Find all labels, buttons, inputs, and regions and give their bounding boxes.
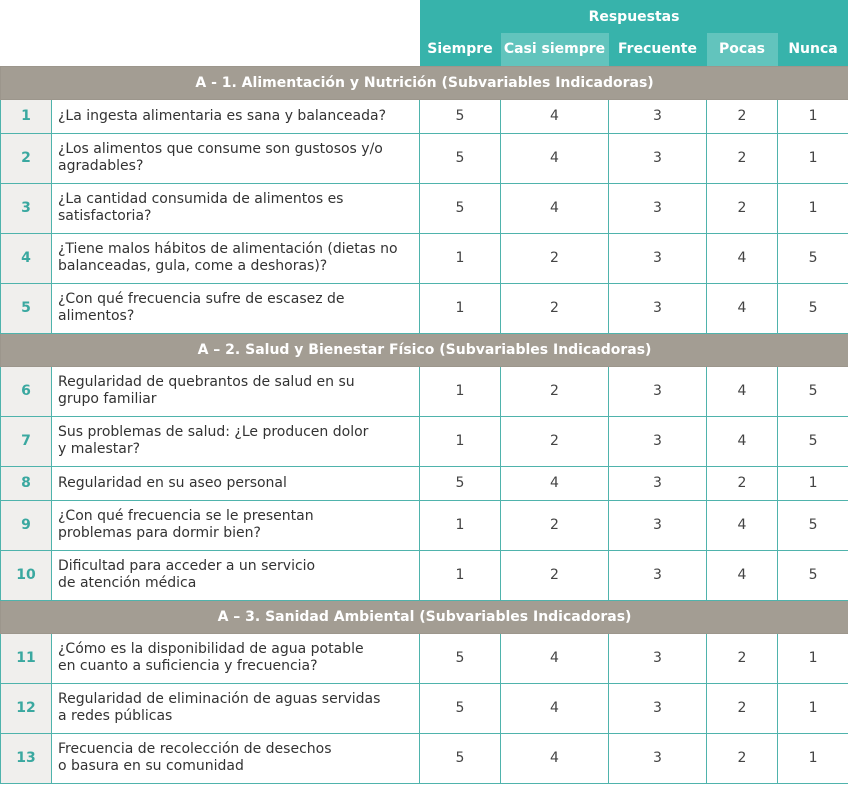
score-nunca: 5	[778, 416, 848, 466]
score-siempre: 1	[420, 366, 501, 416]
question-line: ¿La ingesta alimentaria es sana y balanceada?	[58, 107, 387, 124]
score-pocas: 2	[707, 183, 778, 233]
score-pocas: 2	[707, 133, 778, 183]
row-number: 7	[1, 416, 52, 466]
score-nunca: 1	[778, 183, 848, 233]
score-siempre: 1	[420, 283, 501, 333]
score-casi-siempre: 4	[501, 683, 609, 733]
question-text	[52, 550, 420, 600]
score-frecuente: 3	[609, 133, 707, 183]
question-text	[52, 466, 420, 500]
score-frecuente: 3	[609, 466, 707, 500]
score-frecuente: 3	[609, 550, 707, 600]
row-number: 11	[1, 633, 52, 683]
question-text	[52, 500, 420, 550]
score-frecuente: 3	[609, 99, 707, 133]
row-number: 5	[1, 283, 52, 333]
score-pocas: 4	[707, 416, 778, 466]
score-casi-siempre: 2	[501, 416, 609, 466]
score-casi-siempre: 2	[501, 366, 609, 416]
question-line: agradables?	[58, 158, 144, 174]
question-text	[52, 283, 420, 333]
col-header-frecuente: Frecuente	[609, 33, 707, 66]
table-row	[1, 99, 848, 133]
score-pocas: 4	[707, 233, 778, 283]
responses-group-header: Respuestas	[420, 0, 848, 33]
col-header-pocas: Pocas	[707, 33, 778, 66]
score-nunca: 5	[778, 550, 848, 600]
section-header-row	[1, 66, 848, 99]
question-line: Regularidad de quebrantos de salud en su	[58, 374, 355, 390]
question-line: satisfactoria?	[58, 208, 152, 224]
row-number: 3	[1, 183, 52, 233]
table-row	[1, 183, 848, 233]
section-title: A - 1. Alimentación y Nutrición (Subvariables Indicadoras)	[1, 66, 848, 99]
score-siempre: 5	[420, 633, 501, 683]
question-line: ¿Los alimentos que consume son gustosos y/o	[58, 141, 383, 157]
score-nunca: 1	[778, 733, 848, 783]
question-line: Dificultad para acceder a un servicio	[58, 558, 316, 574]
row-number: 6	[1, 366, 52, 416]
score-siempre: 5	[420, 183, 501, 233]
question-text	[52, 133, 420, 183]
score-pocas: 2	[707, 683, 778, 733]
score-pocas: 2	[707, 633, 778, 683]
question-text	[52, 683, 420, 733]
score-casi-siempre: 4	[501, 99, 609, 133]
score-frecuente: 3	[609, 500, 707, 550]
score-siempre: 5	[420, 466, 501, 500]
table-row	[1, 233, 848, 283]
score-frecuente: 3	[609, 366, 707, 416]
score-pocas: 4	[707, 366, 778, 416]
row-number: 2	[1, 133, 52, 183]
score-casi-siempre: 4	[501, 633, 609, 683]
score-frecuente: 3	[609, 416, 707, 466]
score-pocas: 2	[707, 733, 778, 783]
section-title: A – 3. Sanidad Ambiental (Subvariables Indicadoras)	[1, 600, 848, 633]
question-text	[52, 99, 420, 133]
header-blank	[1, 0, 420, 66]
score-casi-siempre: 2	[501, 283, 609, 333]
col-header-casi-siempre: Casi siempre	[501, 33, 609, 66]
col-header-siempre: Siempre	[420, 33, 501, 66]
score-nunca: 1	[778, 633, 848, 683]
table-row	[1, 133, 848, 183]
section-title: A – 2. Salud y Bienestar Físico (Subvariables Indicadoras)	[1, 333, 848, 366]
score-nunca: 5	[778, 366, 848, 416]
question-line: alimentos?	[58, 308, 135, 324]
section-header-row	[1, 333, 848, 366]
score-siempre: 1	[420, 416, 501, 466]
score-pocas: 2	[707, 466, 778, 500]
score-siempre: 5	[420, 683, 501, 733]
table-row	[1, 366, 848, 416]
question-line: grupo familiar	[58, 391, 157, 407]
question-line: de atención médica	[58, 575, 197, 591]
question-line: Sus problemas de salud: ¿Le producen dolor	[58, 424, 369, 440]
question-line: problemas para dormir bien?	[58, 525, 261, 541]
score-siempre: 1	[420, 550, 501, 600]
question-line: Regularidad en su aseo personal	[58, 474, 287, 491]
question-line: Regularidad de eliminación de aguas servidas	[58, 691, 381, 707]
question-line: ¿La cantidad consumida de alimentos es	[58, 191, 344, 207]
score-frecuente: 3	[609, 183, 707, 233]
col-header-nunca: Nunca	[778, 33, 848, 66]
score-siempre: 5	[420, 99, 501, 133]
question-line: ¿Con qué frecuencia se le presentan	[58, 508, 314, 524]
question-line: ¿Tiene malos hábitos de alimentación (dietas no	[58, 241, 398, 257]
score-siempre: 1	[420, 500, 501, 550]
table-row	[1, 416, 848, 466]
table-row	[1, 466, 848, 500]
table-row	[1, 683, 848, 733]
question-text	[52, 633, 420, 683]
row-number: 1	[1, 99, 52, 133]
score-casi-siempre: 4	[501, 183, 609, 233]
row-number: 13	[1, 733, 52, 783]
score-pocas: 4	[707, 500, 778, 550]
row-number: 8	[1, 466, 52, 500]
question-line: Frecuencia de recolección de desechos	[58, 741, 332, 757]
score-nunca: 1	[778, 133, 848, 183]
score-frecuente: 3	[609, 233, 707, 283]
score-siempre: 5	[420, 733, 501, 783]
section-header-row	[1, 600, 848, 633]
score-frecuente: 3	[609, 733, 707, 783]
score-nunca: 1	[778, 466, 848, 500]
question-line: balanceadas, gula, come a deshoras)?	[58, 258, 328, 274]
score-nunca: 5	[778, 500, 848, 550]
row-number: 10	[1, 550, 52, 600]
score-pocas: 4	[707, 550, 778, 600]
row-number: 4	[1, 233, 52, 283]
score-siempre: 5	[420, 133, 501, 183]
table-row	[1, 550, 848, 600]
question-line: ¿Cómo es la disponibilidad de agua potable	[58, 641, 364, 657]
score-frecuente: 3	[609, 283, 707, 333]
table-row	[1, 500, 848, 550]
row-number: 12	[1, 683, 52, 733]
table-row	[1, 633, 848, 683]
question-line: y malestar?	[58, 441, 141, 457]
question-text	[52, 183, 420, 233]
question-text	[52, 733, 420, 783]
question-line: en cuanto a suficiencia y frecuencia?	[58, 658, 318, 674]
score-nunca: 5	[778, 283, 848, 333]
score-frecuente: 3	[609, 683, 707, 733]
question-text	[52, 233, 420, 283]
score-casi-siempre: 4	[501, 733, 609, 783]
score-casi-siempre: 2	[501, 233, 609, 283]
score-pocas: 2	[707, 99, 778, 133]
score-frecuente: 3	[609, 633, 707, 683]
question-line: ¿Con qué frecuencia sufre de escasez de	[58, 291, 345, 307]
question-text	[52, 416, 420, 466]
question-text	[52, 366, 420, 416]
table-row	[1, 733, 848, 783]
score-siempre: 1	[420, 233, 501, 283]
score-casi-siempre: 2	[501, 500, 609, 550]
question-line: o basura en su comunidad	[58, 758, 244, 774]
score-pocas: 4	[707, 283, 778, 333]
row-number: 9	[1, 500, 52, 550]
score-nunca: 1	[778, 683, 848, 733]
score-nunca: 1	[778, 99, 848, 133]
score-casi-siempre: 4	[501, 466, 609, 500]
question-line: a redes públicas	[58, 708, 173, 724]
table-row	[1, 283, 848, 333]
score-nunca: 5	[778, 233, 848, 283]
score-casi-siempre: 4	[501, 133, 609, 183]
score-casi-siempre: 2	[501, 550, 609, 600]
